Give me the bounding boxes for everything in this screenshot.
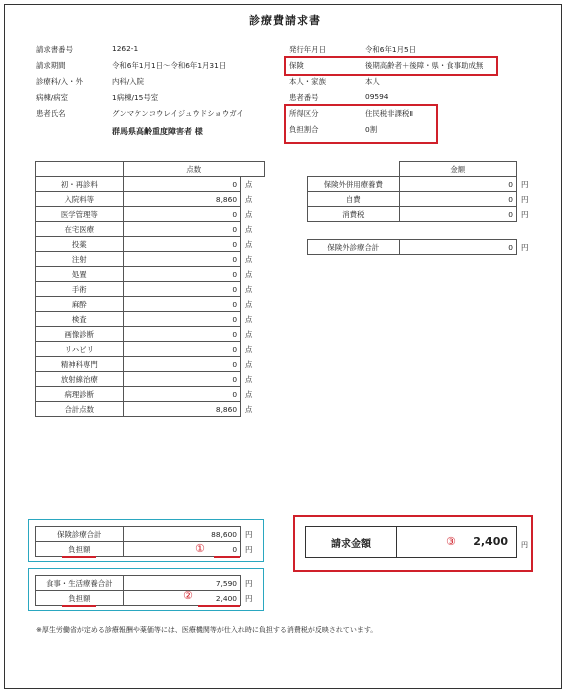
- points-value: 0: [123, 222, 240, 237]
- billing-unit: 円: [521, 541, 528, 549]
- amount-value: 0: [399, 207, 516, 222]
- points-unit: 点: [245, 329, 253, 339]
- points-row: [36, 192, 265, 207]
- label-invoice-number: 請求書番号: [36, 45, 73, 54]
- amount-total-value: 0: [399, 240, 516, 255]
- points-row: [36, 342, 265, 357]
- points-unit: 点: [245, 239, 253, 249]
- points-value: 0: [123, 297, 240, 312]
- points-row: [36, 327, 265, 342]
- points-row: [36, 387, 265, 402]
- points-unit: 点: [245, 194, 253, 204]
- points-row: [36, 237, 265, 252]
- points-row: [36, 357, 265, 372]
- label-patient-number: 患者番号: [289, 93, 319, 102]
- points-value: 0: [123, 282, 240, 297]
- income-highlight: [284, 104, 438, 144]
- meal-summary-table: [35, 575, 261, 606]
- meal-burden-value-underline: [198, 605, 240, 607]
- points-unit: 点: [245, 359, 253, 369]
- points-label: 検査: [36, 312, 124, 327]
- points-row: [36, 372, 265, 387]
- points-row: [36, 222, 265, 237]
- insurance-burden-label: 負担額: [36, 542, 124, 557]
- insurance-highlight: [284, 56, 498, 76]
- insurance: 後期高齢者＋後障・県・食事助成無: [365, 61, 484, 70]
- points-label: 精神科専門: [36, 357, 124, 372]
- meal-burden-label-underline: [62, 605, 96, 607]
- billing-value: 2,400: [473, 535, 508, 548]
- points-value: 0: [123, 312, 240, 327]
- meal-burden-value: 2,400: [123, 591, 240, 606]
- points-unit: 点: [245, 254, 253, 264]
- points-label: 注射: [36, 252, 124, 267]
- label-issue-date: 発行年月日: [289, 45, 326, 54]
- points-row: [36, 282, 265, 297]
- points-label: 画像診断: [36, 327, 124, 342]
- points-unit: 点: [245, 314, 253, 324]
- document-title: 診療費請求書: [249, 14, 321, 27]
- points-row: [36, 252, 265, 267]
- label-income-category: 所得区分: [289, 109, 319, 118]
- department: 内科/入院: [112, 77, 145, 86]
- meal-unit: 円: [245, 578, 253, 588]
- points-row: [36, 177, 265, 192]
- billing-label: 請求金額: [306, 527, 397, 557]
- points-label: 在宅医療: [36, 222, 124, 237]
- points-label: 医学管理等: [36, 207, 124, 222]
- insurance-total-label: 保険診療合計: [36, 527, 124, 542]
- amount-value: 0: [399, 177, 516, 192]
- label-ward-room: 病棟/病室: [36, 93, 69, 102]
- income-category: 住民税非課税Ⅱ: [365, 109, 413, 118]
- points-unit: 点: [245, 209, 253, 219]
- insured-relation: 本人: [365, 77, 380, 86]
- amount-header: 金額: [399, 162, 516, 177]
- billing-amount-box: [305, 526, 517, 558]
- points-row: [36, 402, 265, 417]
- points-unit: 点: [245, 179, 253, 189]
- points-value: 8,860: [123, 192, 240, 207]
- amount-label: 自費: [308, 192, 400, 207]
- points-label: 病理診断: [36, 387, 124, 402]
- ward-room: 1病棟/15号室: [112, 93, 159, 102]
- points-label: 合計点数: [36, 402, 124, 417]
- invoice-number: 1262-1: [112, 44, 139, 53]
- points-value: 0: [123, 237, 240, 252]
- points-label: 初・再診料: [36, 177, 124, 192]
- insurance-summary-table: [35, 526, 261, 557]
- label-insured-relation: 本人・家族: [289, 77, 326, 86]
- label-burden-ratio: 負担割合: [289, 125, 319, 134]
- label-billing-period: 請求期間: [36, 61, 66, 70]
- patient-name: 群馬県高齢重度障害者 様: [112, 127, 203, 136]
- points-unit: 点: [245, 299, 253, 309]
- burden-label-underline: [62, 556, 96, 558]
- issue-date: 令和6年1月5日: [365, 45, 417, 54]
- points-table: [35, 161, 265, 417]
- points-label: 麻酔: [36, 297, 124, 312]
- points-value: 0: [123, 327, 240, 342]
- points-unit: 点: [245, 404, 253, 414]
- label-department: 診療科/入・外: [36, 77, 83, 86]
- points-unit: 点: [245, 344, 253, 354]
- points-unit: 点: [245, 374, 253, 384]
- insurance-total-value: 88,600: [123, 527, 240, 542]
- meal-unit: 円: [245, 593, 253, 603]
- amount-label: 消費税: [308, 207, 400, 222]
- points-label: 放射線治療: [36, 372, 124, 387]
- points-value: 0: [123, 207, 240, 222]
- points-value: 0: [123, 342, 240, 357]
- marker-two: ②: [183, 589, 193, 602]
- points-unit: 点: [245, 284, 253, 294]
- points-value: 0: [123, 357, 240, 372]
- meal-total-value: 7,590: [123, 576, 240, 591]
- points-unit: 点: [245, 269, 253, 279]
- patient-number: 09594: [365, 92, 389, 101]
- amount-total-label: 保険外診療合計: [308, 240, 400, 255]
- points-label: 手術: [36, 282, 124, 297]
- burden-ratio: 0割: [365, 125, 378, 134]
- meal-burden-label: 負担額: [36, 591, 124, 606]
- insurance-unit: 円: [245, 544, 253, 554]
- points-value: 0: [123, 252, 240, 267]
- points-value: 0: [123, 372, 240, 387]
- marker-three: ③: [446, 535, 456, 548]
- points-value: 8,860: [123, 402, 240, 417]
- points-row: [36, 267, 265, 282]
- points-row: [36, 207, 265, 222]
- amount-unit: 円: [520, 194, 529, 204]
- amount-unit: 円: [520, 179, 529, 189]
- footnote: ※厚生労働省が定める診療報酬や薬価等には、医療機関等が仕入れ時に負担する消費税が反映されています。: [36, 626, 378, 634]
- points-label: リハビリ: [36, 342, 124, 357]
- points-row: [36, 297, 265, 312]
- label-patient-name: 患者氏名: [36, 109, 66, 118]
- marker-one: ①: [195, 542, 205, 555]
- points-row: [36, 312, 265, 327]
- insurance-burden-value: 0: [123, 542, 240, 557]
- amount-value: 0: [399, 192, 516, 207]
- points-header: 点数: [123, 162, 264, 177]
- points-value: 0: [123, 387, 240, 402]
- points-unit: 点: [245, 389, 253, 399]
- billing-period: 令和6年1月1日～令和6年1月31日: [112, 61, 227, 70]
- meal-total-label: 食事・生活療養合計: [36, 576, 124, 591]
- burden-value-underline: [214, 556, 240, 558]
- patient-name-kana: グンマケンコウレイジュウドショウガイ: [112, 109, 244, 118]
- points-value: 0: [123, 177, 240, 192]
- points-label: 入院料等: [36, 192, 124, 207]
- label-insurance: 保険: [289, 61, 304, 70]
- points-unit: 点: [245, 224, 253, 234]
- insurance-unit: 円: [245, 529, 253, 539]
- amount-unit: 円: [520, 242, 529, 252]
- amount-label: 保険外併用療養費: [308, 177, 400, 192]
- points-label: 処置: [36, 267, 124, 282]
- amount-table: [307, 161, 535, 255]
- amount-unit: 円: [520, 209, 529, 219]
- points-value: 0: [123, 267, 240, 282]
- points-label: 投薬: [36, 237, 124, 252]
